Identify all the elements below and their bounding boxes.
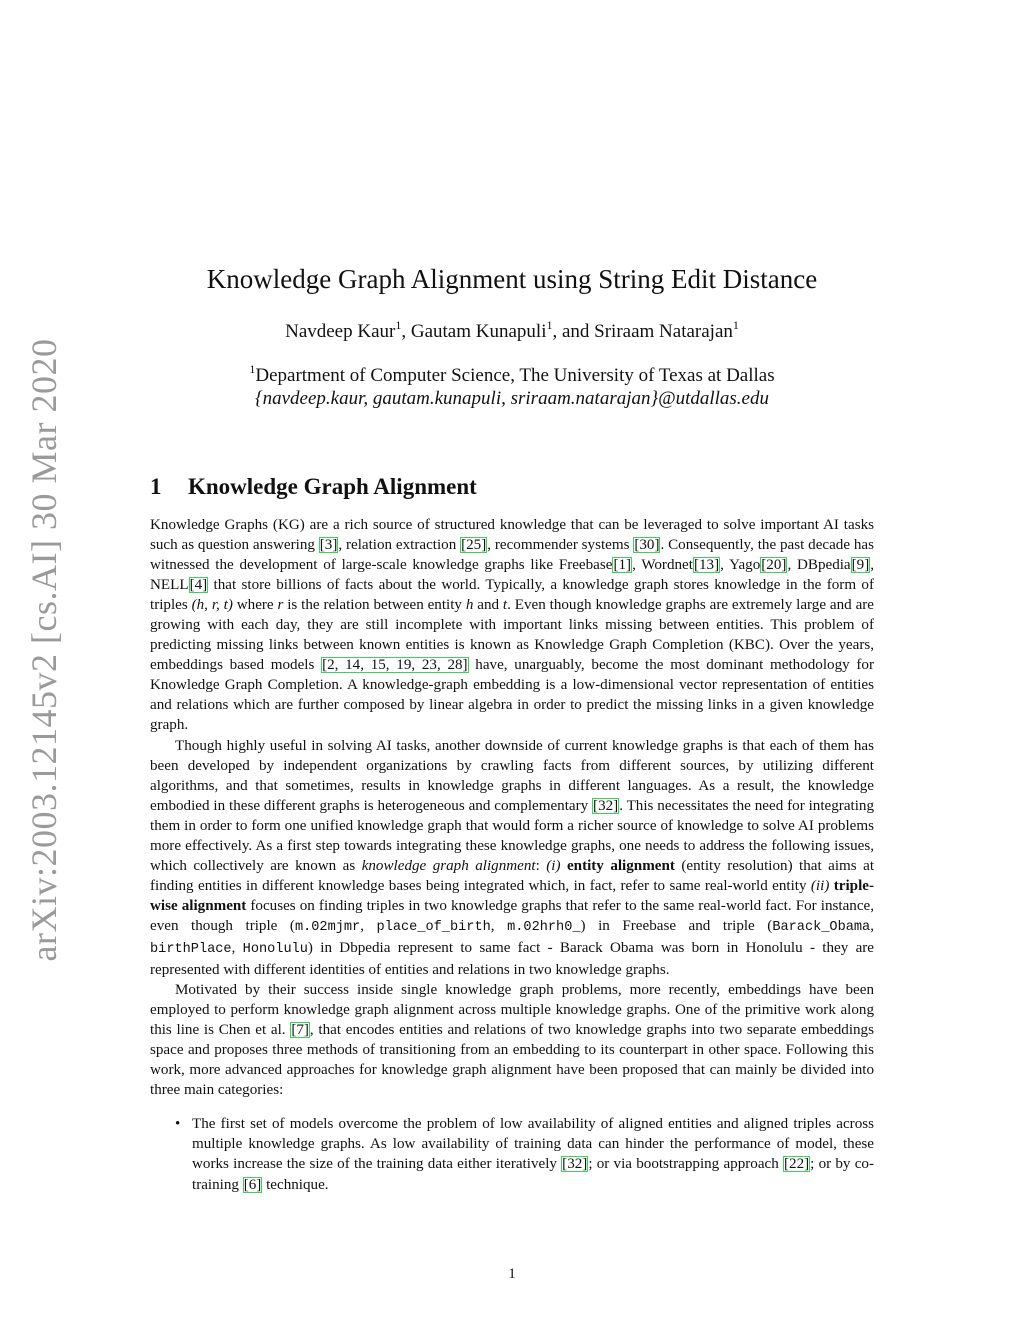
- author-emails: {navdeep.kaur, gautam.kunapuli, sriraam.natarajan}@utdallas.edu: [255, 388, 769, 409]
- citation-link[interactable]: [20]: [761, 557, 787, 574]
- citation-link[interactable]: [22]: [784, 1156, 810, 1173]
- affiliation-department: Department of Computer Science, The University of Texas at Dallas: [255, 365, 775, 386]
- math-expression: t: [502, 597, 508, 614]
- citation-link[interactable]: [7]: [291, 1022, 309, 1039]
- bold-term: triple-wise alignment: [150, 877, 874, 914]
- bullet-list: [150, 1114, 874, 1194]
- math-expression: r: [277, 597, 284, 614]
- list-item-text: The first set of models overcome the problem of low availability of aligned entities and aligned triples across multiple knowledge graphs. As low availability of training data can hinder the performance of model, these works increase the size of the training data either iteratively [32]; or via bootstrapping approach [22]; or by co-training [6] technique.: [192, 1116, 874, 1193]
- arxiv-identifier-stamp: arXiv:2003.12145v2 [cs.AI] 30 Mar 2020: [24, 338, 64, 962]
- citation-link[interactable]: [6]: [243, 1176, 262, 1193]
- citation-link[interactable]: [4]: [189, 577, 208, 594]
- paragraph: Though highly useful in solving AI tasks, another downside of current knowledge graphs is that each of them has been developed by independent organizations by crawling facts from different sources, by utilizing different algorithms, and that sometimes, results in knowledge graphs in different languages. As a result, the knowledge embodied in these different graphs is heterogeneous and complementary [32]. This necessitates the need for integrating them in order to form one unified knowledge graph that would form a richer source of knowledge to solve AI problems more effectively. As a first step towards integrating these knowledge graphs, one needs to address the following issues, which collectively are known as knowledge graph alignment: (i) entity alignment (entity resolution) that aims at finding entities in different knowledge bases being integrated which, in fact, refer to same real-world entity (ii) triple-wise alignment focuses on finding triples in two knowledge graphs that refer to the same real-world fact. For instance, even though triple (m.02mjmr, place_of_birth, m.02hrh0_) in Freebase and triple (Barack_Obama, birthPlace, Honolulu) in Dbpedia represent to same fact - Barack Obama was born in Honolulu - they are represented with different identities of entities and relations in two knowledge graphs.: [150, 737, 875, 979]
- paragraph: Knowledge Graphs (KG) are a rich source of structured knowledge that can be leveraged to solve important AI tasks such as question answering [3], relation extraction [25], recommender systems [30]. Consequently, the past decade has witnessed the development of large-scale knowledge graphs like Freebase[1], Wordnet[13], Yago[20], DBpedia[9], NELL[4] that store billions of facts about the world. Typically, a knowledge graph stores knowledge in the form of triples (h, r, t) where r is the relation between entity h and t. Even though knowledge graphs are extremely large and are growing with each day, they are still incomplete with important links missing between entities. This problem of predicting missing links between known entities is known as Knowledge Graph Completion (KBC). Over the years, embeddings based models [2, 14, 15, 19, 23, 28] have, unarguably, become the most dominant methodology for Knowledge Graph Completion. A knowledge-graph embedding is a low-dimensional vector representation of entities and relations which are further composed by linear algebra in order to predict the missing links in a given knowledge graph.: [150, 517, 875, 734]
- section-body: [150, 515, 874, 1195]
- author-list: Navdeep Kaur$^1$, Gautam Kunapuli$^1$, and Sriraam Natarajan$^1$: [285, 318, 739, 342]
- code-identifier: Barack_Obama: [772, 919, 871, 935]
- paragraph: Motivated by their success inside single knowledge graph problems, more recently, embeddings have been employed to perform knowledge graph alignment across multiple knowledge graphs. One of the primitive work along this line is Chen et al. [7], that encodes entities and relations of two knowledge graphs into two separate embeddings space and proposes three methods of transitioning from an embedding to its counterpart in other space. Following this work, more advanced approaches for knowledge graph alignment have been proposed that can mainly be divided into three main categories:: [150, 982, 874, 1099]
- code-identifier: Honolulu: [242, 941, 308, 957]
- citation-link[interactable]: [32]: [562, 1156, 588, 1173]
- bold-term: entity alignment: [566, 857, 675, 874]
- affiliation-mark: 1: [249, 362, 256, 376]
- code-identifier: m.02mjmr: [294, 919, 361, 935]
- section-title: Knowledge Graph Alignment: [188, 474, 477, 499]
- citation-link[interactable]: [3]: [319, 537, 338, 554]
- affiliation-block: [0, 364, 1024, 410]
- author-name: Gautam Kunapuli: [410, 321, 547, 342]
- author-name: Sriraam Natarajan: [594, 321, 733, 342]
- citation-link[interactable]: [2, 14, 15, 19, 23, 28]: [322, 657, 468, 674]
- author-affiliation-mark: 1: [732, 318, 739, 332]
- paper-title: Knowledge Graph Alignment using String Edit Distance: [206, 264, 818, 294]
- page-number: 1: [508, 1266, 516, 1282]
- bullet-icon: •: [175, 1116, 181, 1133]
- code-identifier: birthPlace: [150, 941, 232, 957]
- author-name: Navdeep Kaur: [285, 321, 396, 342]
- citation-link[interactable]: [30]: [634, 537, 660, 554]
- list-item: [175, 1114, 874, 1194]
- italic-term: knowledge graph alignment: [361, 857, 536, 874]
- math-expression: (h, r, t): [191, 597, 233, 614]
- citation-link[interactable]: [13]: [693, 557, 720, 574]
- author-affiliation-mark: 1: [395, 318, 402, 332]
- math-expression: (ii): [810, 877, 830, 894]
- math-expression: h: [465, 597, 474, 614]
- citation-link[interactable]: [9]: [851, 557, 870, 574]
- citation-link[interactable]: [32]: [593, 797, 619, 814]
- section-number: 1: [150, 474, 162, 499]
- code-identifier: m.02hrh0_: [507, 919, 581, 935]
- code-identifier: place_of_birth: [376, 919, 491, 935]
- section-heading: [150, 474, 477, 500]
- citation-link[interactable]: [25]: [461, 537, 487, 554]
- citation-link[interactable]: [1]: [613, 557, 632, 574]
- author-affiliation-mark: 1: [546, 318, 553, 332]
- math-expression: (i): [546, 857, 561, 874]
